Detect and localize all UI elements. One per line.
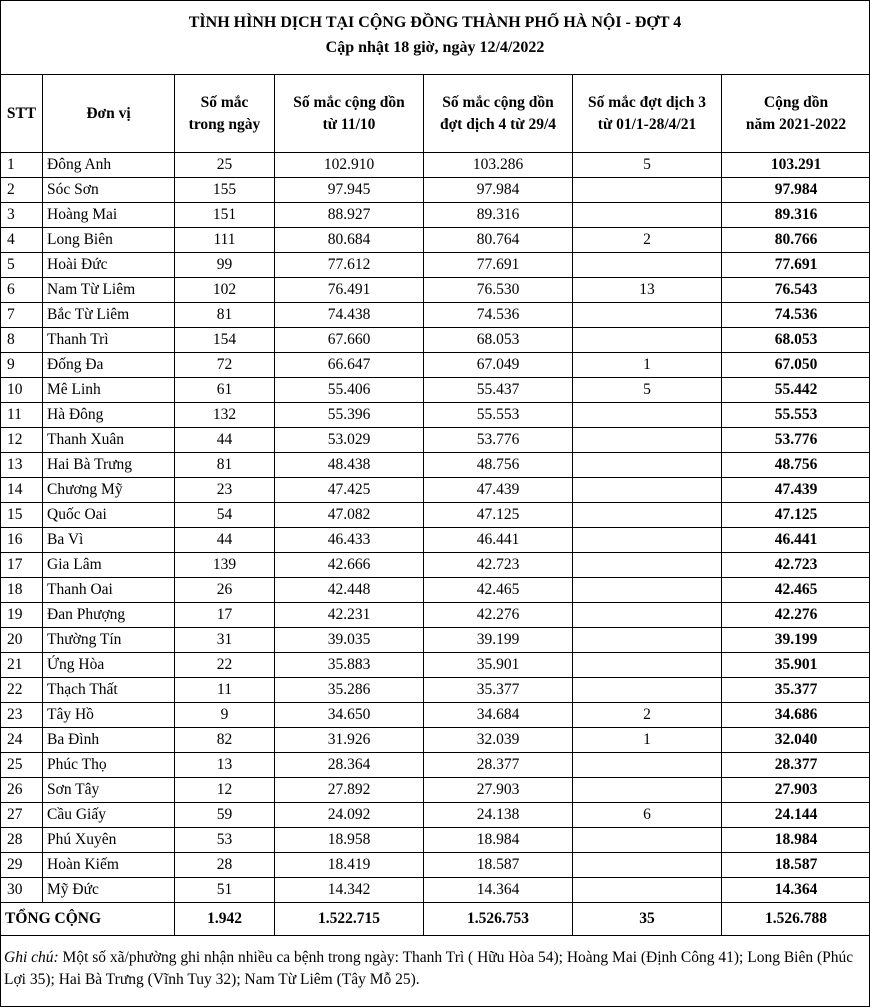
cell-wave3	[573, 628, 722, 653]
cell-wave4: 35.901	[424, 653, 573, 678]
cell-since: 77.612	[275, 253, 424, 278]
cell-wave4: 47.439	[424, 478, 573, 503]
cell-wave4: 74.536	[424, 303, 573, 328]
cell-total: 34.686	[722, 703, 870, 728]
cell-unit: Thạch Thất	[43, 678, 175, 703]
cell-stt: 26	[1, 778, 43, 803]
header-since	[275, 75, 424, 153]
cell-daily: 53	[175, 828, 275, 853]
table-row	[1, 178, 870, 203]
cell-daily: 11	[175, 678, 275, 703]
cell-wave4: 89.316	[424, 203, 573, 228]
cell-wave3	[573, 528, 722, 553]
cell-stt: 30	[1, 878, 43, 903]
table-row	[1, 403, 870, 428]
cell-wave3	[573, 453, 722, 478]
cell-unit: Mỹ Đức	[43, 878, 175, 903]
cell-since: 39.035	[275, 628, 424, 653]
cell-total: 68.053	[722, 328, 870, 353]
cell-stt: 20	[1, 628, 43, 653]
cell-wave4: 55.437	[424, 378, 573, 403]
cell-wave4: 34.684	[424, 703, 573, 728]
cell-daily: 154	[175, 328, 275, 353]
cell-wave3: 2	[573, 703, 722, 728]
cell-wave3	[573, 828, 722, 853]
table-footer	[1, 903, 870, 936]
cell-wave3	[573, 203, 722, 228]
cell-wave3	[573, 678, 722, 703]
cell-since: 66.647	[275, 353, 424, 378]
report-subtitle: Cập nhật 18 giờ, ngày 12/4/2022	[325, 39, 545, 56]
header-total	[722, 75, 870, 153]
cell-wave3: 5	[573, 153, 722, 178]
cell-daily: 132	[175, 403, 275, 428]
cell-total: 42.723	[722, 553, 870, 578]
cell-daily: 59	[175, 803, 275, 828]
cell-stt: 10	[1, 378, 43, 403]
header-wave4	[424, 75, 573, 153]
cell-total: 76.543	[722, 278, 870, 303]
cell-unit: Quốc Oai	[43, 503, 175, 528]
header-daily	[175, 75, 275, 153]
cell-wave3	[573, 253, 722, 278]
cell-total: 89.316	[722, 203, 870, 228]
totals-wave4: 1.526.753	[424, 903, 573, 936]
cell-since: 42.448	[275, 578, 424, 603]
cell-unit: Mê Linh	[43, 378, 175, 403]
cell-since: 35.883	[275, 653, 424, 678]
cell-daily: 17	[175, 603, 275, 628]
cell-total: 18.587	[722, 853, 870, 878]
cell-stt: 17	[1, 553, 43, 578]
table-row	[1, 853, 870, 878]
cell-wave3	[573, 178, 722, 203]
cell-daily: 25	[175, 153, 275, 178]
cell-unit: Bắc Từ Liêm	[43, 303, 175, 328]
table-row	[1, 678, 870, 703]
cell-stt: 22	[1, 678, 43, 703]
cell-total: 74.536	[722, 303, 870, 328]
cell-wave3	[573, 503, 722, 528]
cell-wave4: 68.053	[424, 328, 573, 353]
cell-since: 88.927	[275, 203, 424, 228]
cell-stt: 7	[1, 303, 43, 328]
cell-since: 18.419	[275, 853, 424, 878]
table-row	[1, 478, 870, 503]
cell-unit: Long Biên	[43, 228, 175, 253]
cell-since: 27.892	[275, 778, 424, 803]
cell-daily: 61	[175, 378, 275, 403]
cell-wave4: 42.276	[424, 603, 573, 628]
cell-daily: 111	[175, 228, 275, 253]
table-row	[1, 253, 870, 278]
cell-stt: 23	[1, 703, 43, 728]
cell-stt: 21	[1, 653, 43, 678]
table-row	[1, 303, 870, 328]
cell-daily: 102	[175, 278, 275, 303]
cell-unit: Phúc Thọ	[43, 753, 175, 778]
cell-total: 35.901	[722, 653, 870, 678]
table-row	[1, 828, 870, 853]
cell-unit: Thanh Trì	[43, 328, 175, 353]
cell-since: 55.396	[275, 403, 424, 428]
cell-since: 46.433	[275, 528, 424, 553]
cell-since: 42.231	[275, 603, 424, 628]
cell-wave3	[573, 478, 722, 503]
cell-daily: 44	[175, 528, 275, 553]
table-row	[1, 428, 870, 453]
cell-stt: 4	[1, 228, 43, 253]
report-title: TÌNH HÌNH DỊCH TẠI CỘNG ĐỒNG THÀNH PHỐ HÀ NỘI - ĐỢT 4	[188, 14, 682, 31]
cell-unit: Phú Xuyên	[43, 828, 175, 853]
cell-unit: Chương Mỹ	[43, 478, 175, 503]
cell-stt: 29	[1, 853, 43, 878]
cell-daily: 22	[175, 653, 275, 678]
cell-since: 14.342	[275, 878, 424, 903]
cell-daily: 9	[175, 703, 275, 728]
cell-wave3: 2	[573, 228, 722, 253]
cell-total: 67.050	[722, 353, 870, 378]
cell-since: 74.438	[275, 303, 424, 328]
cell-wave4: 39.199	[424, 628, 573, 653]
totals-daily: 1.942	[175, 903, 275, 936]
header-total-line1: Cộng dồn	[763, 93, 829, 111]
table-row	[1, 753, 870, 778]
cell-stt: 18	[1, 578, 43, 603]
cell-wave4: 24.138	[424, 803, 573, 828]
cell-since: 28.364	[275, 753, 424, 778]
cell-total: 97.984	[722, 178, 870, 203]
cell-daily: 82	[175, 728, 275, 753]
table-row	[1, 203, 870, 228]
cell-daily: 72	[175, 353, 275, 378]
table-row	[1, 153, 870, 178]
cell-wave4: 35.377	[424, 678, 573, 703]
table-row	[1, 553, 870, 578]
table-row	[1, 453, 870, 478]
totals-wave3: 35	[573, 903, 722, 936]
cell-wave3	[573, 428, 722, 453]
cell-since: 34.650	[275, 703, 424, 728]
cell-total: 35.377	[722, 678, 870, 703]
cell-stt: 5	[1, 253, 43, 278]
cell-daily: 81	[175, 453, 275, 478]
cell-daily: 99	[175, 253, 275, 278]
cell-total: 18.984	[722, 828, 870, 853]
cell-stt: 12	[1, 428, 43, 453]
cell-daily: 44	[175, 428, 275, 453]
totals-label: TỔNG CỘNG	[1, 903, 175, 936]
table-row	[1, 228, 870, 253]
cell-daily: 26	[175, 578, 275, 603]
header-wave4-line1: Số mắc cộng dồn	[442, 93, 554, 111]
cell-wave4: 48.756	[424, 453, 573, 478]
table-row	[1, 378, 870, 403]
table-row	[1, 278, 870, 303]
table-row	[1, 803, 870, 828]
header-daily-line1: Số mắc	[200, 93, 249, 111]
cell-wave3	[573, 553, 722, 578]
table-row	[1, 628, 870, 653]
footnote	[4, 947, 864, 991]
cell-daily: 81	[175, 303, 275, 328]
cell-unit: Thường Tín	[43, 628, 175, 653]
table-row	[1, 778, 870, 803]
cell-daily: 13	[175, 753, 275, 778]
footnote-text: Một số xã/phường ghi nhận nhiều ca bệnh trong ngày: Thanh Trì ( Hữu Hòa 54); Hoàng Mai (Định Công 41); Long Biên (Phúc Lợi 35); Hai Bà Trưng (Vĩnh Tuy 32); Nam Từ Liêm (Tây Mỗ 25).	[4, 949, 854, 988]
header-stt-label: STT	[6, 104, 37, 122]
cell-wave3	[573, 853, 722, 878]
cell-daily: 28	[175, 853, 275, 878]
header-since-line2: từ 11/10	[322, 115, 376, 133]
cell-wave3	[573, 578, 722, 603]
cell-total: 42.276	[722, 603, 870, 628]
cell-total: 80.766	[722, 228, 870, 253]
cell-wave4: 46.441	[424, 528, 573, 553]
cell-daily: 139	[175, 553, 275, 578]
cell-unit: Ba Đình	[43, 728, 175, 753]
cell-since: 48.438	[275, 453, 424, 478]
cell-total: 46.441	[722, 528, 870, 553]
header-wave3	[573, 75, 722, 153]
cell-total: 47.125	[722, 503, 870, 528]
cell-total: 55.442	[722, 378, 870, 403]
cell-wave4: 67.049	[424, 353, 573, 378]
cell-wave4: 18.587	[424, 853, 573, 878]
cell-wave3: 1	[573, 728, 722, 753]
cell-wave4: 77.691	[424, 253, 573, 278]
cell-unit: Thanh Oai	[43, 578, 175, 603]
cell-stt: 24	[1, 728, 43, 753]
header-total-line2: năm 2021-2022	[745, 115, 847, 133]
header-unit	[43, 75, 175, 153]
cell-since: 76.491	[275, 278, 424, 303]
cell-stt: 6	[1, 278, 43, 303]
cell-unit: Ba Vì	[43, 528, 175, 553]
header-stt	[1, 75, 43, 153]
table-header	[1, 75, 870, 153]
cell-stt: 19	[1, 603, 43, 628]
cell-unit: Hoài Đức	[43, 253, 175, 278]
table-row	[1, 703, 870, 728]
cell-wave3	[573, 303, 722, 328]
cell-total: 77.691	[722, 253, 870, 278]
cell-wave3: 6	[573, 803, 722, 828]
cell-daily: 31	[175, 628, 275, 653]
cell-unit: Cầu Giấy	[43, 803, 175, 828]
cell-total: 28.377	[722, 753, 870, 778]
header-wave3-line1: Số mắc đợt dịch 3	[588, 93, 706, 111]
cell-daily: 155	[175, 178, 275, 203]
cell-stt: 15	[1, 503, 43, 528]
cell-since: 47.082	[275, 503, 424, 528]
cell-wave4: 27.903	[424, 778, 573, 803]
cell-wave4: 53.776	[424, 428, 573, 453]
cell-stt: 9	[1, 353, 43, 378]
cell-daily: 151	[175, 203, 275, 228]
cell-wave4: 28.377	[424, 753, 573, 778]
cell-unit: Gia Lâm	[43, 553, 175, 578]
cell-wave3	[573, 603, 722, 628]
cell-daily: 23	[175, 478, 275, 503]
cell-since: 42.666	[275, 553, 424, 578]
header-wave4-line2: đợt dịch 4 từ 29/4	[439, 115, 557, 133]
cell-since: 55.406	[275, 378, 424, 403]
cell-stt: 14	[1, 478, 43, 503]
cell-wave3: 5	[573, 378, 722, 403]
table-row	[1, 603, 870, 628]
cell-since: 31.926	[275, 728, 424, 753]
cell-since: 53.029	[275, 428, 424, 453]
table-row	[1, 528, 870, 553]
cell-unit: Hoàn Kiếm	[43, 853, 175, 878]
cell-since: 35.286	[275, 678, 424, 703]
cases-table	[0, 74, 870, 936]
cell-since: 18.958	[275, 828, 424, 853]
cell-stt: 28	[1, 828, 43, 853]
table-row	[1, 653, 870, 678]
cell-stt: 25	[1, 753, 43, 778]
table-body	[1, 153, 870, 903]
cell-unit: Đan Phượng	[43, 603, 175, 628]
cell-stt: 1	[1, 153, 43, 178]
cell-wave3: 1	[573, 353, 722, 378]
cell-stt: 2	[1, 178, 43, 203]
cell-unit: Hoàng Mai	[43, 203, 175, 228]
cell-unit: Hai Bà Trưng	[43, 453, 175, 478]
table-row	[1, 728, 870, 753]
cell-daily: 12	[175, 778, 275, 803]
cell-wave3	[573, 653, 722, 678]
cell-total: 27.903	[722, 778, 870, 803]
cell-wave4: 18.984	[424, 828, 573, 853]
cell-since: 24.092	[275, 803, 424, 828]
cell-stt: 11	[1, 403, 43, 428]
cell-since: 47.425	[275, 478, 424, 503]
cell-since: 97.945	[275, 178, 424, 203]
table-row	[1, 578, 870, 603]
totals-total: 1.526.788	[722, 903, 870, 936]
table-row	[1, 328, 870, 353]
totals-row	[1, 903, 870, 936]
cell-total: 42.465	[722, 578, 870, 603]
cell-total: 55.553	[722, 403, 870, 428]
cell-unit: Sơn Tây	[43, 778, 175, 803]
cell-daily: 54	[175, 503, 275, 528]
cell-total: 48.756	[722, 453, 870, 478]
header-daily-line2: trong ngày	[188, 115, 261, 133]
cell-total: 24.144	[722, 803, 870, 828]
cell-stt: 8	[1, 328, 43, 353]
cell-since: 80.684	[275, 228, 424, 253]
cell-total: 53.776	[722, 428, 870, 453]
cell-wave4: 55.553	[424, 403, 573, 428]
cell-wave3	[573, 328, 722, 353]
cell-wave3	[573, 878, 722, 903]
cell-wave3	[573, 403, 722, 428]
cell-total: 103.291	[722, 153, 870, 178]
header-since-line1: Số mắc cộng dồn	[293, 93, 405, 111]
cell-unit: Thanh Xuân	[43, 428, 175, 453]
cell-stt: 3	[1, 203, 43, 228]
cell-wave4: 103.286	[424, 153, 573, 178]
cell-wave3	[573, 753, 722, 778]
table-row	[1, 353, 870, 378]
cell-wave4: 47.125	[424, 503, 573, 528]
table-row	[1, 503, 870, 528]
cell-stt: 16	[1, 528, 43, 553]
cell-wave4: 76.530	[424, 278, 573, 303]
cell-unit: Ứng Hòa	[43, 653, 175, 678]
cell-wave3	[573, 778, 722, 803]
table-row	[1, 878, 870, 903]
cell-total: 32.040	[722, 728, 870, 753]
footnote-label: Ghi chú:	[4, 949, 59, 966]
cell-wave3: 13	[573, 278, 722, 303]
cell-wave4: 42.465	[424, 578, 573, 603]
cell-total: 39.199	[722, 628, 870, 653]
header-wave3-line2: từ 01/1-28/4/21	[597, 115, 697, 133]
cell-since: 67.660	[275, 328, 424, 353]
totals-since: 1.522.715	[275, 903, 424, 936]
cell-unit: Đông Anh	[43, 153, 175, 178]
cell-since: 102.910	[275, 153, 424, 178]
cell-unit: Hà Đông	[43, 403, 175, 428]
cell-wave4: 14.364	[424, 878, 573, 903]
cell-wave4: 80.764	[424, 228, 573, 253]
header-unit-label: Đơn vị	[86, 104, 131, 122]
cell-total: 14.364	[722, 878, 870, 903]
cell-total: 47.439	[722, 478, 870, 503]
cell-unit: Tây Hồ	[43, 703, 175, 728]
cell-unit: Đống Đa	[43, 353, 175, 378]
cell-wave4: 42.723	[424, 553, 573, 578]
cell-unit: Sóc Sơn	[43, 178, 175, 203]
cell-unit: Nam Từ Liêm	[43, 278, 175, 303]
cell-stt: 13	[1, 453, 43, 478]
cell-daily: 51	[175, 878, 275, 903]
cell-wave4: 97.984	[424, 178, 573, 203]
cell-stt: 27	[1, 803, 43, 828]
cell-wave4: 32.039	[424, 728, 573, 753]
